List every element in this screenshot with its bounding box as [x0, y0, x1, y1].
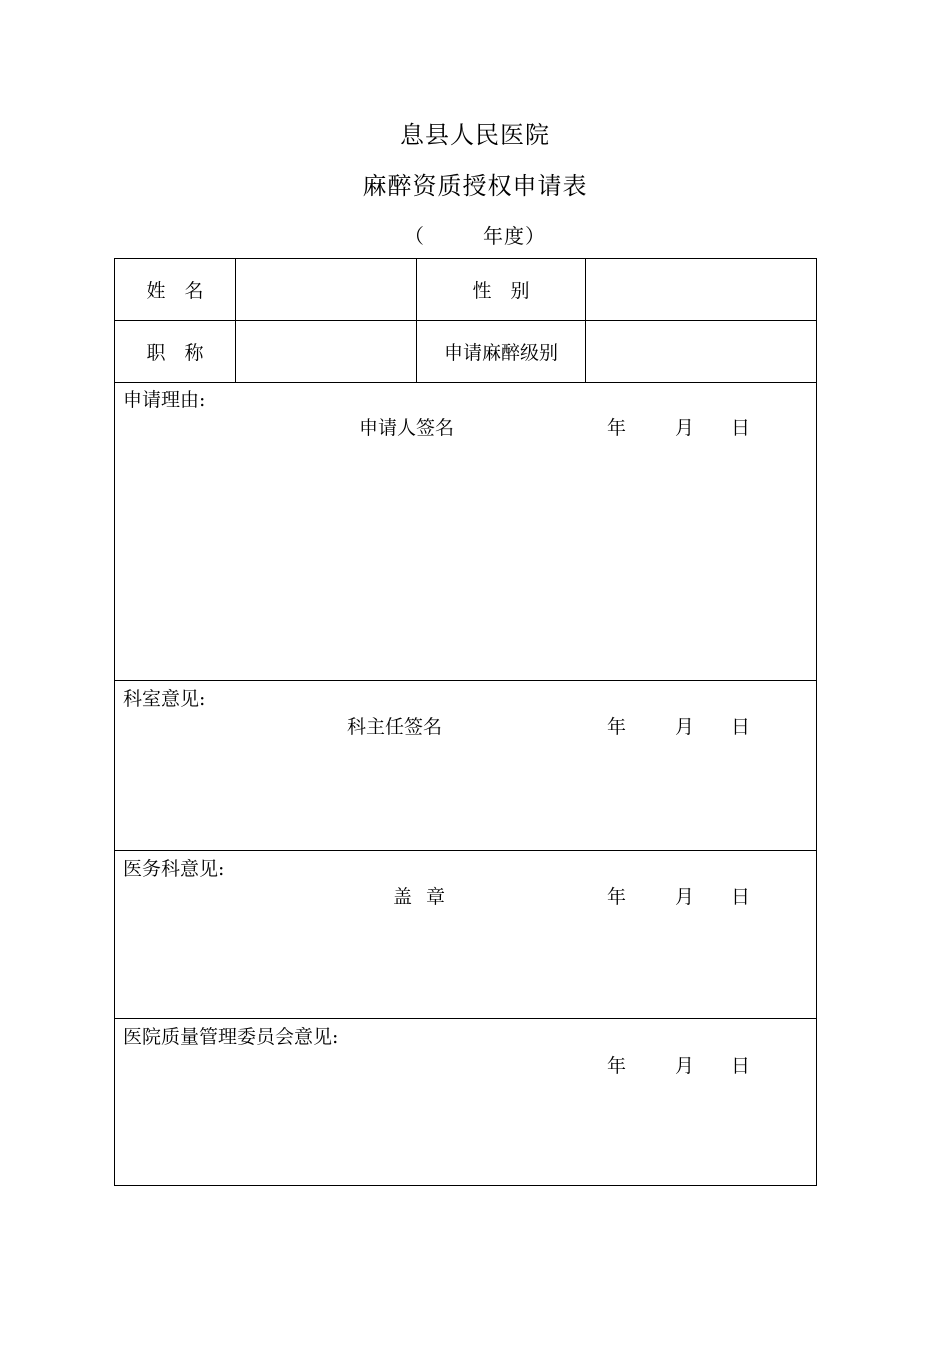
hospital-name: 息县人民医院 — [400, 121, 550, 149]
anesthesia-level-field[interactable] — [586, 321, 816, 382]
date-month: 月 — [675, 417, 695, 439]
row-divider — [115, 382, 816, 383]
application-form — [114, 258, 817, 1186]
year-open-paren: （ — [404, 224, 425, 248]
name-field[interactable] — [236, 259, 416, 320]
gender-field[interactable] — [586, 259, 816, 320]
row-divider — [115, 680, 816, 681]
gender-label: 性 别 — [472, 280, 530, 302]
date-month: 月 — [675, 1055, 695, 1077]
medical-affairs-opinion-label: 医务科意见: — [123, 858, 225, 880]
seal-label: 盖 章 — [393, 886, 446, 908]
date-year: 年 — [607, 417, 627, 439]
date-day: 日 — [731, 886, 751, 908]
title-field[interactable] — [236, 321, 416, 382]
year-line — [0, 220, 950, 249]
reason-label: 申请理由: — [123, 389, 206, 411]
date-day: 日 — [731, 1055, 751, 1077]
row-divider — [115, 1018, 816, 1019]
name-label: 姓 名 — [146, 280, 204, 302]
row-divider — [115, 850, 816, 851]
applicant-signature-label: 申请人签名 — [359, 417, 455, 439]
date-month: 月 — [675, 886, 695, 908]
title-label: 职 称 — [146, 342, 204, 364]
year-suffix: 年度） — [483, 224, 546, 248]
quality-committee-opinion-label: 医院质量管理委员会意见: — [123, 1026, 339, 1048]
date-day: 日 — [731, 417, 751, 439]
date-year: 年 — [607, 1055, 627, 1077]
date-month: 月 — [675, 716, 695, 738]
form-title: 麻醉资质授权申请表 — [362, 172, 588, 200]
anesthesia-level-label: 申请麻醉级别 — [443, 342, 558, 364]
date-day: 日 — [731, 716, 751, 738]
date-year: 年 — [607, 716, 627, 738]
dept-head-signature-label: 科主任签名 — [347, 716, 443, 738]
dept-opinion-label: 科室意见: — [123, 688, 206, 710]
date-year: 年 — [607, 886, 627, 908]
